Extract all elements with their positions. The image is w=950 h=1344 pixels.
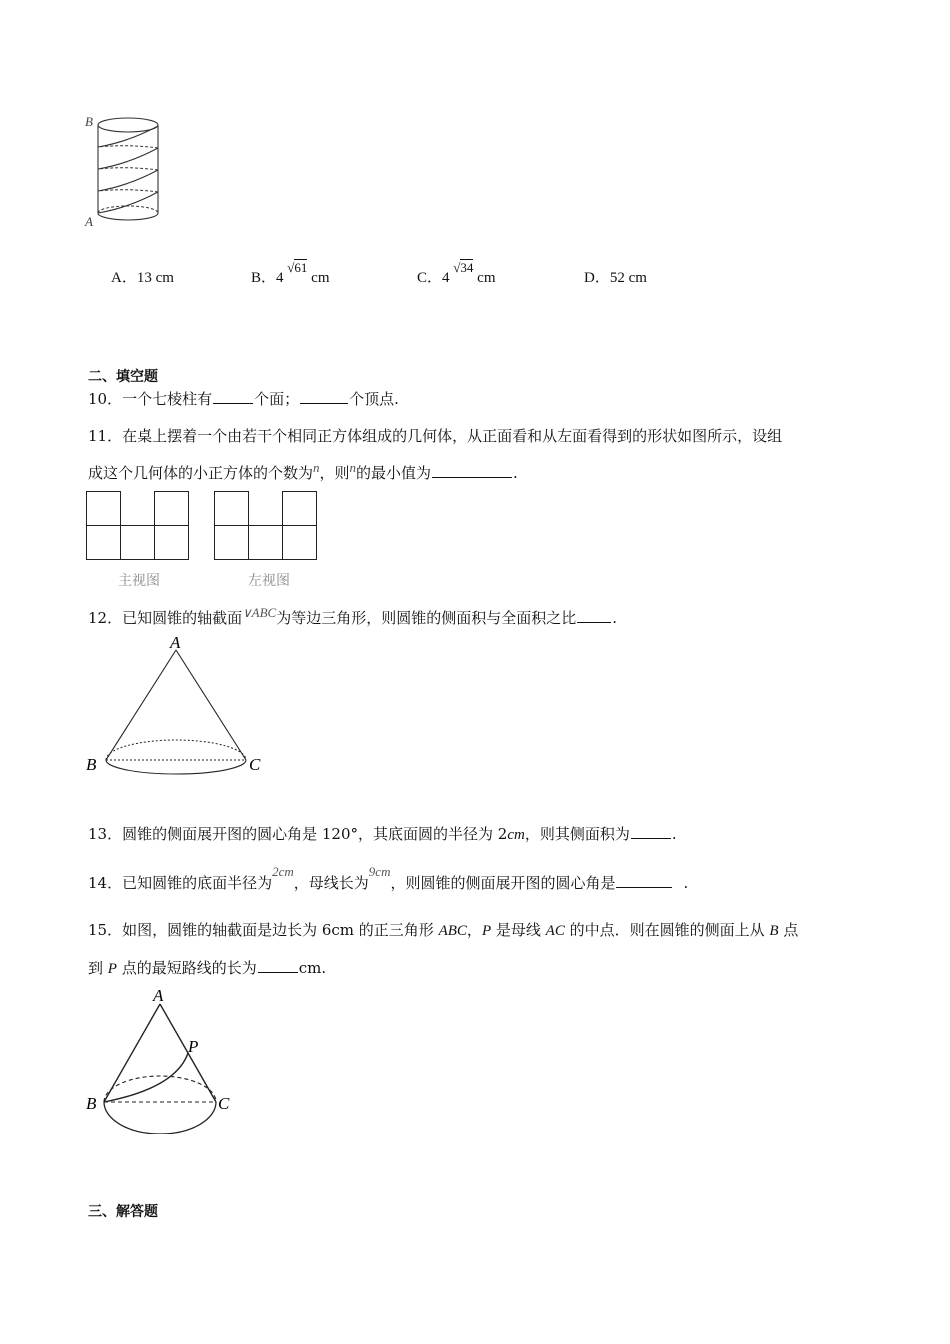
- cone-figure-q15: [84, 984, 244, 1138]
- cone12-label-b: B: [86, 755, 97, 774]
- q14-num: 14．: [88, 874, 123, 892]
- left-view-figure: [214, 491, 320, 567]
- q11-num: 11．: [88, 427, 123, 445]
- q14-blank[interactable]: [616, 875, 672, 888]
- option-d-value: 52 cm: [609, 270, 647, 286]
- q15-abc: ABC: [438, 923, 467, 939]
- q11-var-n2: n: [349, 460, 357, 475]
- question-11-line1: [88, 425, 782, 446]
- question-10: [88, 388, 399, 409]
- q12-blank[interactable]: [577, 610, 611, 623]
- q12-text3: .: [612, 609, 617, 627]
- option-b-letter: B．: [251, 270, 277, 286]
- q15-text1: 如图，圆锥的轴截面是边长为 6cm 的正三角形: [122, 921, 439, 939]
- cone12-label-a: A: [170, 633, 181, 652]
- q15-text4: 的中点．则在圆锥的侧面上从: [564, 921, 770, 939]
- q10-num: 10．: [88, 390, 123, 408]
- option-d: [584, 266, 647, 287]
- cylinder-label-a: A: [85, 214, 93, 229]
- question-14: [88, 864, 689, 893]
- q15-text3: 是母线: [491, 921, 546, 939]
- q15-p2: P: [107, 961, 117, 977]
- cone12-label-c: C: [249, 755, 261, 774]
- q11-text4: .: [513, 464, 518, 482]
- q15-p: P: [481, 923, 492, 939]
- q13-text3: .: [671, 825, 677, 843]
- q15-line2b: 点的最短路线的长为: [116, 959, 257, 977]
- question-11-line2: [88, 462, 518, 483]
- option-b-radicand: 61: [294, 260, 308, 275]
- q12-text1: 已知圆锥的轴截面: [122, 609, 243, 627]
- q13-blank[interactable]: [631, 826, 671, 839]
- question-12: [88, 607, 617, 628]
- cone15-label-c: C: [218, 1094, 230, 1113]
- option-a: [111, 266, 174, 287]
- option-a-value: 13 cm: [136, 270, 174, 286]
- option-b-coef: 4: [276, 270, 284, 286]
- option-c-radicand: 34: [460, 260, 474, 275]
- q15-ac: AC: [545, 923, 565, 939]
- q11-var-n: n: [313, 460, 320, 475]
- question-15-line1: [88, 919, 798, 940]
- option-b: [251, 260, 330, 287]
- cone15-label-p: P: [188, 1037, 199, 1056]
- option-c-sqrt: √34: [453, 260, 474, 275]
- q12-num: 12．: [88, 609, 123, 627]
- q13-unit: cm: [507, 827, 525, 843]
- q15-line2c: cm.: [298, 959, 327, 977]
- q10-text2: 个面；: [254, 390, 300, 408]
- option-c-coef: 4: [442, 270, 450, 286]
- q13-text1: 圆锥的侧面展开图的圆心角是 120°，其底面圆的半径为 2: [122, 825, 508, 843]
- q14-radius: 2cm: [272, 864, 294, 879]
- q14-text3: ，则圆锥的侧面展开图的圆心角是: [390, 874, 616, 892]
- option-d-letter: D．: [584, 270, 610, 286]
- q10-text3: 个顶点.: [349, 390, 399, 408]
- section2-title: 二、填空题: [88, 369, 158, 385]
- q13-num: 13．: [88, 825, 123, 843]
- q10-blank-faces[interactable]: [213, 391, 253, 404]
- cone-figure-q12: [84, 632, 274, 786]
- cone15-label-a: A: [153, 986, 164, 1005]
- front-view-caption: 主视图: [118, 573, 160, 589]
- option-c-letter: C．: [417, 270, 443, 286]
- q15-line2a: 到: [88, 959, 108, 977]
- q12-text2: 为等边三角形，则圆锥的侧面积与全面积之比: [276, 609, 577, 627]
- q12-math-abc: ∨ABC: [242, 605, 277, 620]
- q10-blank-vertices[interactable]: [300, 391, 348, 404]
- question-15-line2: [88, 957, 326, 978]
- q11-text2: ，则: [319, 464, 350, 482]
- left-view-caption: 左视图: [248, 573, 290, 589]
- q11-line1-text: 在桌上摆着一个由若干个相同正方体组成的几何体，从正面看和从左面看得到的形状如图所示，设组: [122, 427, 783, 445]
- option-c: [417, 260, 496, 287]
- front-view-figure: [86, 491, 192, 567]
- q13-text2: ，则其侧面积为: [524, 825, 630, 843]
- q15-text5: 点: [778, 921, 799, 939]
- option-b-sqrt: √61: [287, 260, 308, 275]
- q14-text2: ，母线长为: [293, 874, 369, 892]
- cylinder-helix-figure: [84, 108, 174, 237]
- q11-text1: 成这个几何体的小正方体的个数为: [88, 464, 314, 482]
- q15-b: B: [769, 923, 779, 939]
- option-b-unit: cm: [311, 270, 330, 286]
- q15-text2: ，: [466, 921, 482, 939]
- q11-blank[interactable]: [432, 465, 512, 478]
- cylinder-label-b: B: [85, 114, 93, 129]
- option-a-letter: A．: [111, 270, 137, 286]
- q14-text4: .: [683, 874, 689, 892]
- q15-blank[interactable]: [258, 960, 298, 973]
- q11-text3: 的最小值为: [356, 464, 432, 482]
- q15-num: 15．: [88, 921, 123, 939]
- q14-text1: 已知圆锥的底面半径为: [122, 874, 273, 892]
- section3-title: 三、解答题: [88, 1204, 158, 1220]
- option-c-unit: cm: [477, 270, 496, 286]
- cone15-label-b: B: [86, 1094, 97, 1113]
- question-13: [88, 823, 677, 844]
- q14-slant: 9cm: [368, 864, 391, 879]
- q10-text1: 一个七棱柱有: [122, 390, 213, 408]
